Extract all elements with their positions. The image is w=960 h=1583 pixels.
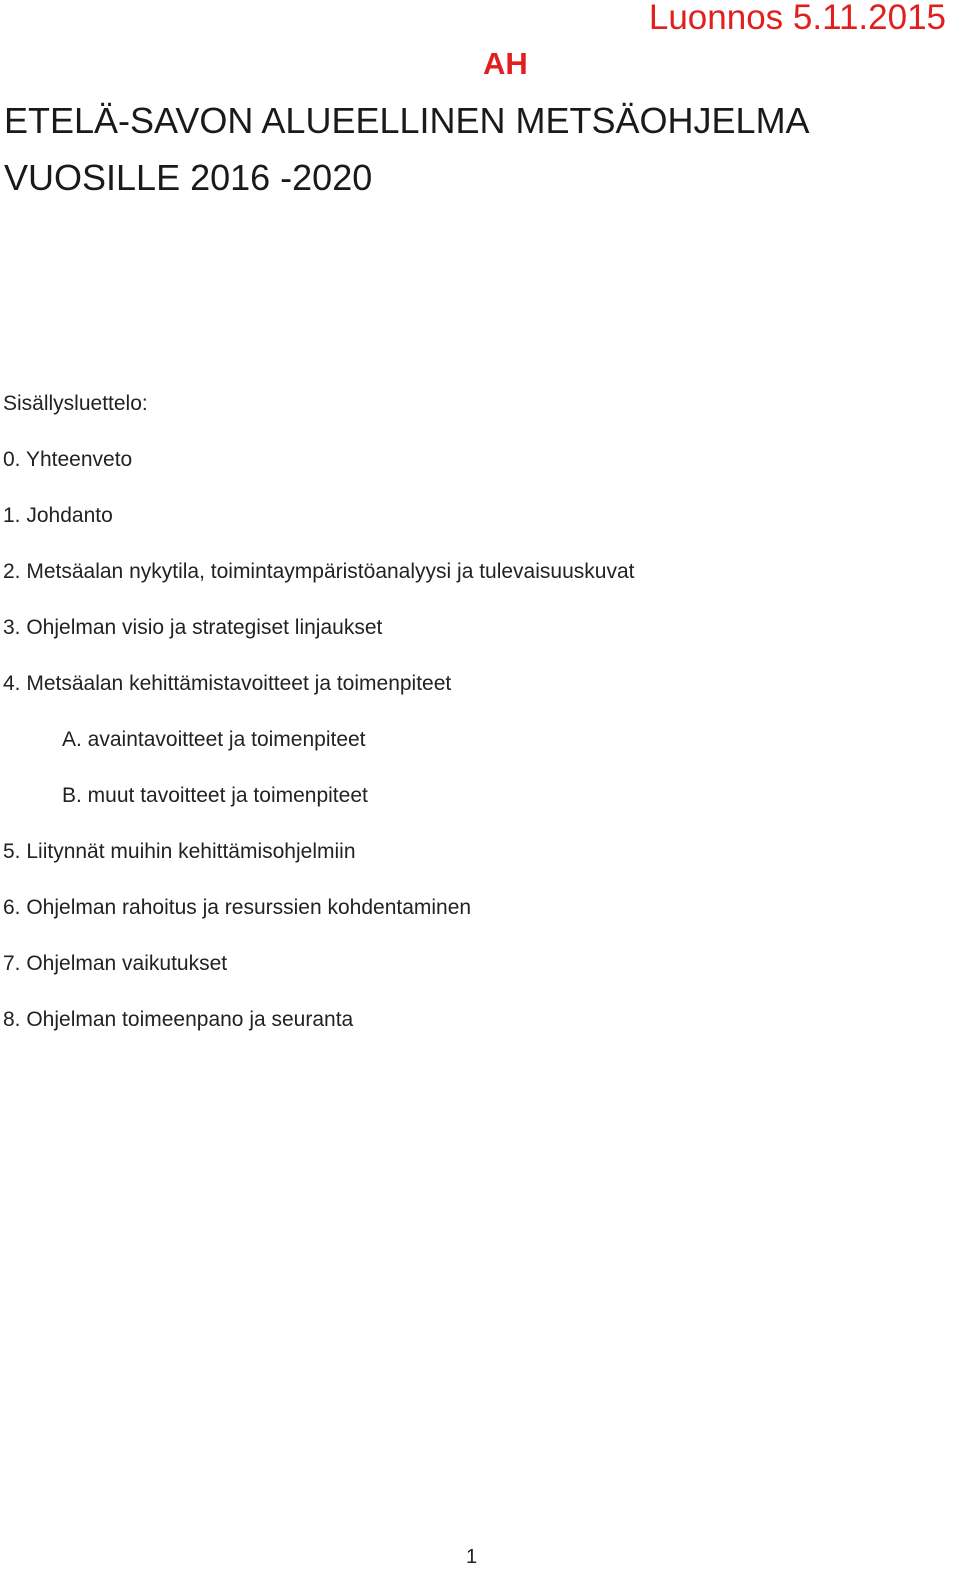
table-of-contents [3, 389, 634, 1035]
toc-item-funding[interactable]: 6. Ohjelman rahoitus ja resurssien kohdentaminen [3, 896, 472, 919]
toc-item-development-goals[interactable]: 4. Metsäalan kehittämistavoitteet ja toimenpiteet [3, 672, 452, 695]
toc-heading: Sisällysluettelo: [3, 392, 148, 415]
author-initials: AH [483, 46, 528, 81]
toc-item-introduction[interactable]: 1. Johdanto [3, 504, 113, 527]
document-title-line-1: ETELÄ-SAVON ALUEELLINEN METSÄOHJELMA [4, 100, 810, 141]
toc-item-current-state[interactable]: 2. Metsäalan nykytila, toimintaympäristöanalyysi ja tulevaisuuskuvat [3, 560, 635, 583]
toc-item-implementation[interactable]: 8. Ohjelman toimeenpano ja seuranta [3, 1008, 354, 1031]
toc-subitem-key-goals[interactable]: A. avaintavoitteet ja toimenpiteet [62, 728, 366, 751]
page-number: 1 [466, 1546, 478, 1568]
document-title-line-2: VUOSILLE 2016 -2020 [4, 157, 373, 198]
toc-item-impacts[interactable]: 7. Ohjelman vaikutukset [3, 952, 228, 975]
toc-subitem-other-goals[interactable]: B. muut tavoitteet ja toimenpiteet [62, 784, 368, 807]
toc-list [3, 445, 634, 1035]
draft-date-label: Luonnos 5.11.2015 [648, 0, 946, 37]
toc-item-vision[interactable]: 3. Ohjelman visio ja strategiset linjaukset [3, 616, 383, 639]
document-title [4, 92, 810, 206]
toc-item-related-programs[interactable]: 5. Liitynnät muihin kehittämisohjelmiin [3, 840, 356, 863]
toc-item-summary[interactable]: 0. Yhteenveto [3, 448, 133, 471]
